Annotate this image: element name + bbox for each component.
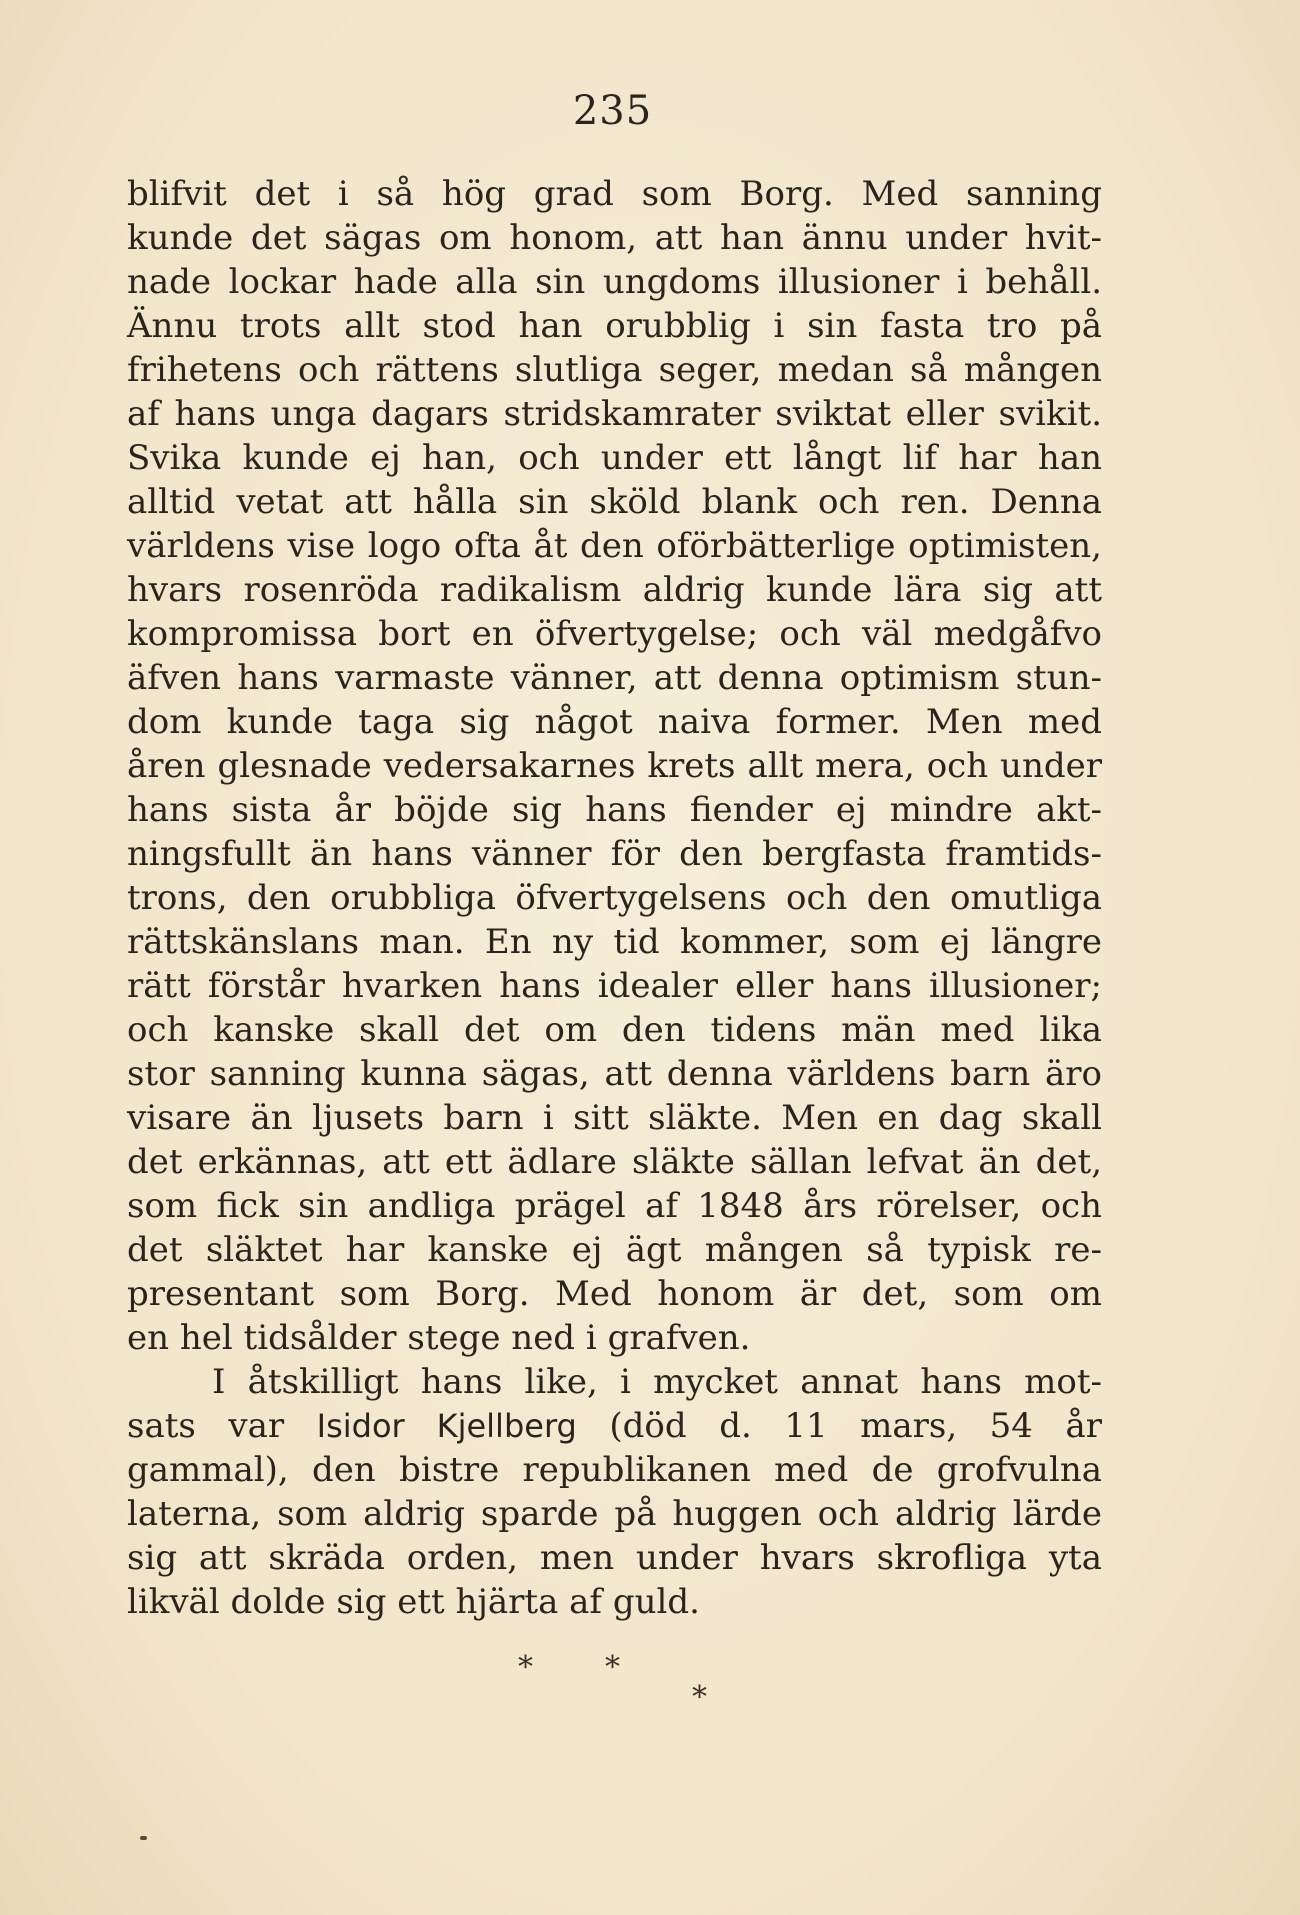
asterisk-icon: * <box>518 1650 533 1685</box>
asterisk-icon: * <box>605 1650 620 1685</box>
paper-speck <box>140 1836 147 1840</box>
paragraph2-first-line: I åtskilligt hans like, i mycket annat hans mot- <box>212 1362 1102 1402</box>
text-line: Svika kunde ej han, och under ett långt lif har han <box>127 438 1102 478</box>
person-name: Isidor Kjellberg <box>316 1407 577 1445</box>
text-line: hans sista år böjde sig hans fiender ej mindre akt- <box>127 790 1102 830</box>
text-fragment: sats var <box>127 1406 285 1446</box>
text-line: sig att skräda orden, men under hvars skrofliga yta <box>127 1538 1102 1578</box>
text-line: nade lockar hade alla sin ungdoms illusioner i behåll. <box>127 262 1102 302</box>
text-line: Ännu trots allt stod han orubblig i sin fasta tro på <box>127 306 1102 346</box>
text-fragment: (död d. 11 mars, 54 år <box>609 1406 1103 1446</box>
text-line: det släktet har kanske ej ägt mången så typisk re- <box>127 1230 1102 1270</box>
paragraph-end-line: en hel tidsålder stege ned i grafven. <box>127 1318 751 1358</box>
text-line: äfven hans varmaste vänner, att denna optimism stun- <box>127 658 1102 698</box>
text-line: trons, den orubbliga öfvertygelsens och den omutliga <box>127 878 1102 918</box>
section-separator <box>0 1650 1300 1730</box>
paragraph-end-line: likväl dolde sig ett hjärta af guld. <box>127 1582 700 1622</box>
body-text <box>127 172 1102 1624</box>
text-line: ningsfullt än hans vänner för den bergfasta framtids- <box>127 834 1102 874</box>
text-line: visare än ljusets barn i sitt släkte. Men en dag skall <box>127 1098 1102 1138</box>
text-line: blifvit det i så hög grad som Borg. Med sanning <box>127 174 1102 214</box>
text-line: och kanske skall det om den tidens män med lika <box>127 1010 1102 1050</box>
asterisk-icon: * <box>692 1680 707 1715</box>
text-line: rätt förstår hvarken hans idealer eller hans illusioner; <box>127 966 1102 1006</box>
page-number: 235 <box>572 88 653 134</box>
text-line: stor sanning kunna sägas, att denna världens barn äro <box>127 1054 1102 1094</box>
text-line: kunde det sägas om honom, att han ännu under hvit- <box>127 218 1102 258</box>
text-line: af hans unga dagars stridskamrater sviktat eller svikit. <box>127 394 1102 434</box>
text-line: presentant som Borg. Med honom är det, som om <box>127 1274 1102 1314</box>
text-line: frihetens och rättens slutliga seger, medan så mången <box>127 350 1102 390</box>
text-line: världens vise logo ofta åt den oförbätterlige optimisten, <box>127 526 1102 566</box>
text-line: som fick sin andliga prägel af 1848 års rörelser, och <box>127 1186 1102 1226</box>
text-line: gammal), den bistre republikanen med de grofvulna <box>127 1450 1102 1490</box>
text-line: det erkännas, att ett ädlare släkte sällan lefvat än det, <box>127 1142 1102 1182</box>
text-line: rättskänslans man. En ny tid kommer, som ej längre <box>127 922 1102 962</box>
text-line: hvars rosenröda radikalism aldrig kunde lära sig att <box>127 570 1102 610</box>
text-line-with-name <box>127 1404 1102 1448</box>
text-line: dom kunde taga sig något naiva former. Men med <box>127 702 1102 742</box>
text-line: alltid vetat att hålla sin sköld blank och ren. Denna <box>127 482 1102 522</box>
text-line: åren glesnade vedersakarnes krets allt mera, och under <box>127 746 1102 786</box>
text-line: kompromissa bort en öfvertygelse; och väl medgåfvo <box>127 614 1102 654</box>
text-line: laterna, som aldrig sparde på huggen och aldrig lärde <box>127 1494 1102 1534</box>
